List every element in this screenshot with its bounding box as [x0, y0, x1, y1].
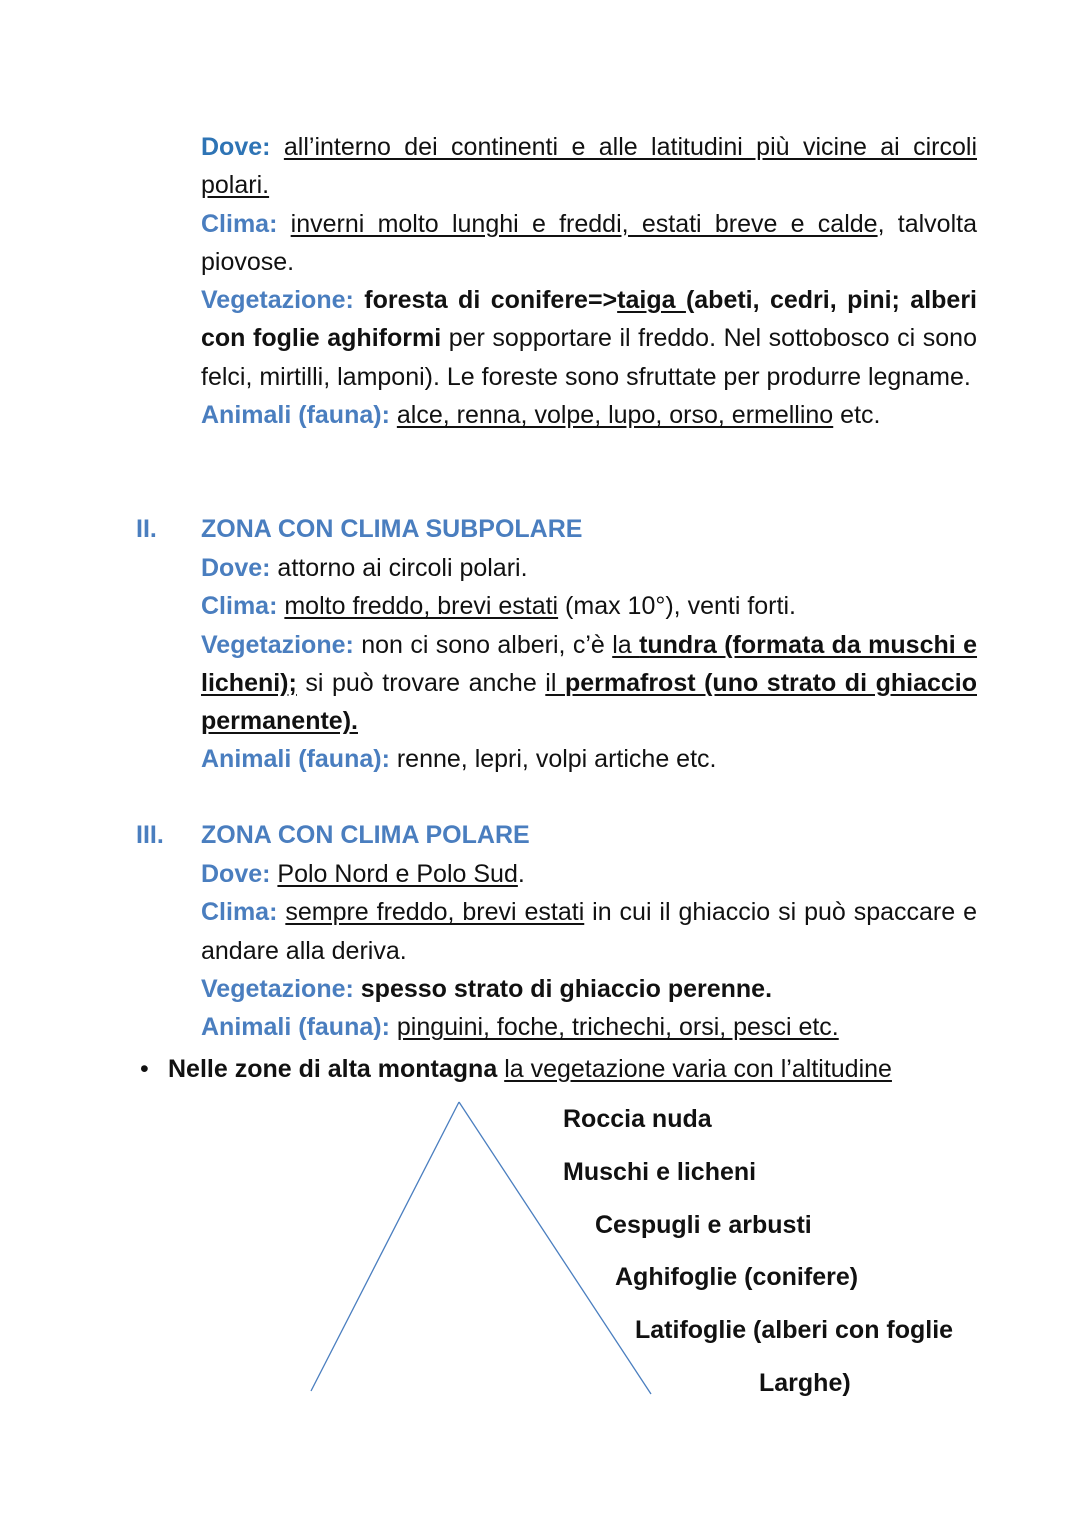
altitude-level-roccia: Roccia nuda	[563, 1105, 712, 1133]
montagna-bold: Nelle zone di alta montagna	[168, 1055, 498, 1083]
vegetazione-label: Vegetazione:	[201, 630, 354, 659]
animali-text: renne, lepri, volpi artiche etc.	[396, 745, 717, 774]
veg-tundra: tundra (formata da muschi e licheni);	[201, 630, 978, 697]
veg-text-1: non ci sono alberi, c’è	[361, 630, 613, 659]
veg-la: la	[612, 630, 640, 659]
veg-permafrost: permafrost (uno strato di ghiaccio permanente).	[201, 668, 977, 736]
veg-text: spesso strato di ghiaccio perenne.	[360, 974, 773, 1003]
section-number-ii: II.	[136, 515, 157, 543]
mountain-right-slope	[459, 1102, 651, 1394]
veg-bold-1: foresta di conifere=>	[364, 286, 618, 315]
animali-underlined: alce, renna, volpe, lupo, orso, ermellino	[396, 401, 834, 430]
altitude-level-latifoglie: Latifoglie (alberi con foglie	[635, 1316, 954, 1344]
dove-label: Dove:	[201, 133, 271, 161]
veg-il: il	[545, 668, 565, 697]
dove-underlined: Polo Nord e Polo Sud	[277, 860, 518, 888]
vegetazione-label: Vegetazione:	[201, 974, 354, 1003]
dove-label: Dove:	[201, 554, 271, 582]
altitude-level-cespugli: Cespugli e arbusti	[595, 1211, 812, 1239]
montagna-underlined: la vegetazione varia con l’altitudine	[504, 1055, 892, 1083]
clima-label: Clima:	[201, 898, 278, 927]
section-title-polare: ZONA CON CLIMA POLARE	[201, 821, 530, 849]
altitude-level-aghifoglie: Aghifoglie (conifere)	[615, 1263, 859, 1291]
animali-underlined: pinguini, foche, trichechi, orsi, pesci etc.	[396, 1013, 839, 1042]
clima-rest: , talvolta piovose.	[201, 209, 977, 276]
animali-label: Animali (fauna):	[201, 1013, 390, 1042]
section-number-iii: III.	[136, 821, 164, 849]
animali-label: Animali (fauna):	[201, 401, 390, 430]
clima-label: Clima:	[201, 209, 278, 238]
animali-label: Animali (fauna):	[201, 745, 390, 774]
clima-underlined: sempre freddo, brevi estati	[285, 898, 585, 927]
altitude-level-latifoglie-cont: Larghe)	[759, 1369, 851, 1397]
veg-taiga: taiga	[617, 286, 686, 315]
bullet-dot: •	[140, 1055, 149, 1083]
clima-rest: in cui il ghiaccio si può spaccare e andare alla deriva.	[201, 898, 977, 965]
altitude-level-muschi: Muschi e licheni	[563, 1158, 757, 1186]
vegetazione-label: Vegetazione:	[201, 286, 354, 315]
clima-label: Clima:	[201, 592, 278, 621]
dove-text: attorno ai circoli polari.	[277, 554, 528, 582]
clima-rest: (max 10°), venti forti.	[558, 592, 796, 621]
clima-underlined: molto freddo, brevi estati	[284, 592, 559, 621]
section-title-subpolare: ZONA CON CLIMA SUBPOLARE	[201, 515, 583, 543]
clima-underlined: inverni molto lunghi e freddi, estati breve e calde	[290, 209, 878, 238]
veg-rest: per sopportare il freddo. Nel sottobosco ci sono felci, mirtilli, lamponi). Le foreste sono sfruttate per produrre legname.	[201, 324, 977, 391]
mountain-left-slope	[311, 1102, 459, 1391]
animali-rest: etc.	[833, 401, 881, 430]
dove-rest: .	[517, 860, 525, 888]
veg-text-2: si può trovare anche	[296, 668, 546, 697]
veg-bold-2: (abeti, cedri, pini; alberi con foglie aghiformi	[201, 286, 977, 353]
dove-text: all’interno dei continenti e alle latitudini più vicine ai circoli polari.	[201, 133, 977, 200]
dove-label: Dove:	[201, 860, 271, 888]
